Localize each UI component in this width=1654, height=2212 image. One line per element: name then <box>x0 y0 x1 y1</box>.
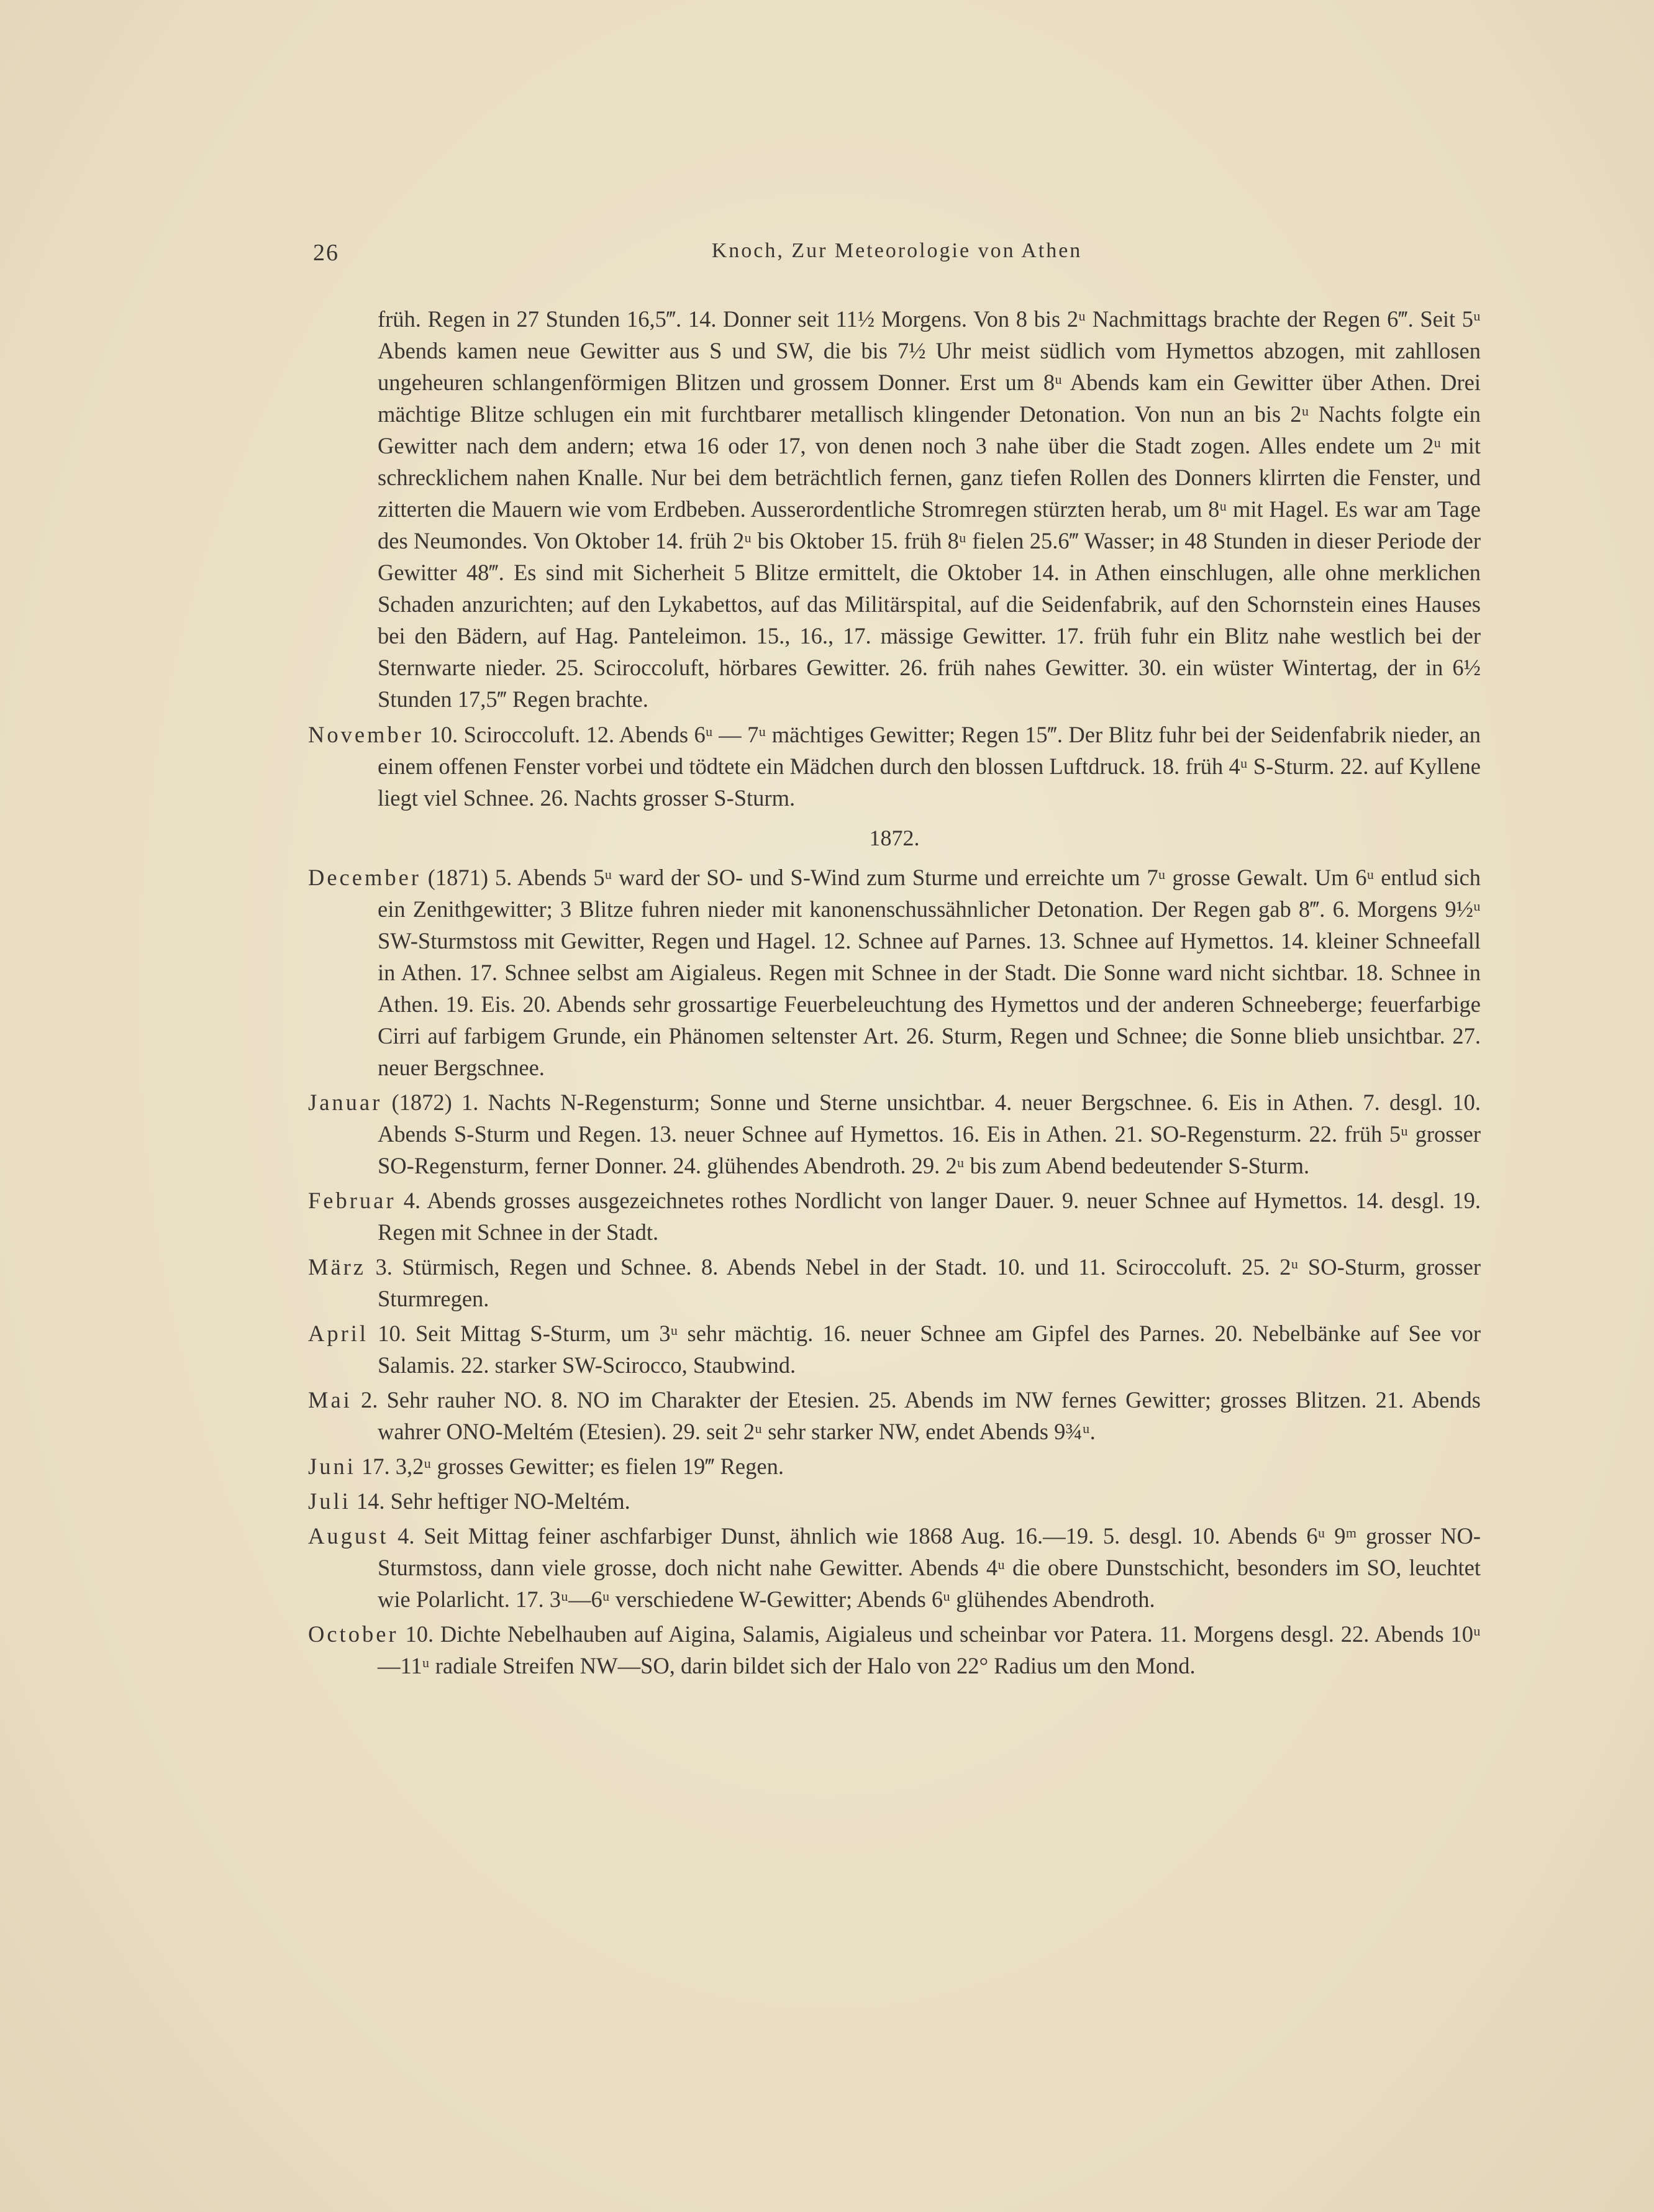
entry-januar <box>308 1086 1481 1181</box>
entry-text: (1872) 1. Nachts N-Regensturm; Sonne und Sterne unsichtbar. 4. neuer Bergschnee. 6. Eis in Athen. 7. desgl. 10. Abends S-Sturm und Regen. 13. neuer Schnee auf Hymettos. 16. Eis in Athen. 21. SO-Regensturm. 22. früh 5ᵘ grosser SO-Regensturm, ferner Donner. 24. glühendes Abendroth. 29. 2ᵘ bis zum Abend bedeutender S-Sturm. <box>378 1090 1481 1178</box>
entry-mai <box>308 1384 1481 1447</box>
entry-text: 4. Seit Mittag feiner aschfarbiger Dunst, ähnlich wie 1868 Aug. 16.—19. 5. desgl. 10. Abends 6ᵘ 9ᵐ grosser NO-Sturmstoss, dann viele grosse, doch nicht nahe Gewitter. Abends 4ᵘ die obere Dunstschicht, besonders im SO, leuchtet wie Polarlicht. 17. 3ᵘ—6ᵘ verschiedene W-Gewitter; Abends 6ᵘ glühendes Abendroth. <box>378 1523 1481 1612</box>
document-body <box>308 303 1481 1685</box>
entry-text: (1871) 5. Abends 5ᵘ ward der SO- und S-Wind zum Sturme und erreichte um 7ᵘ grosse Gewalt. Um 6ᵘ entlud sich ein Zenithgewitter; 3 Blitze fuhren nieder mit kanonenschussähnlicher Detonation. Der Regen gab 8‴. 6. Morgens 9½ᵘ SW-Sturmstoss mit Gewitter, Regen und Hagel. 12. Schnee auf Parnes. 13. Schnee auf Hymettos. 14. kleiner Schneefall in Athen. 17. Schnee selbst am Aigialeus. Regen mit Schnee in der Stadt. Die Sonne ward nicht sichtbar. 18. Schnee in Athen. 19. Eis. 20. Abends sehr grossartige Feuerbeleuchtung des Hymettos und der anderen Schneeberge; feuerfarbige Cirri auf farbigem Grunde, ein Phänomen seltenster Art. 26. Sturm, Regen und Schnee; die Sonne blieb unsichtbar. 27. neuer Bergschnee. <box>378 865 1481 1080</box>
entry-text: 10. Dichte Nebelhauben auf Aigina, Salamis, Aigialeus und scheinbar vor Patera. 11. Morgens desgl. 22. Abends 10ᵘ—11ᵘ radiale Streifen NW—SO, darin bildet sich der Halo von 22° Radius um den Mond. <box>378 1621 1481 1678</box>
month-label: August <box>308 1523 389 1549</box>
entry-november <box>308 719 1481 814</box>
entry-text: 2. Sehr rauher NO. 8. NO im Charakter der Etesien. 25. Abends im NW fernes Gewitter; grosses Blitzen. 21. Abends wahrer ONO-Meltém (Etesien). 29. seit 2ᵘ sehr starker NW, endet Abends 9¾ᵘ. <box>361 1387 1481 1444</box>
entry-juni <box>308 1450 1481 1482</box>
month-label: December <box>308 865 421 890</box>
entry-december <box>308 862 1481 1083</box>
entry-april <box>308 1318 1481 1381</box>
entry-text: 4. Abends grosses ausgezeichnetes rothes Nordlicht von langer Dauer. 9. neuer Schnee auf Hymettos. 14. desgl. 19. Regen mit Schnee in der Stadt. <box>378 1188 1481 1245</box>
entry-juli <box>308 1485 1481 1517</box>
entry-maerz <box>308 1251 1481 1314</box>
month-label: Januar <box>308 1090 383 1115</box>
entry-text: 14. Sehr heftiger NO-Meltém. <box>356 1488 630 1514</box>
page-number: 26 <box>313 240 339 266</box>
page-header <box>313 239 1481 270</box>
entry-text: 10. Seit Mittag S-Sturm, um 3ᵘ sehr mächtig. 16. neuer Schnee am Gipfel des Parnes. 20. Nebelbänke auf See vor Salamis. 22. starker SW-Scirocco, Staubwind. <box>378 1321 1481 1378</box>
month-label: November <box>308 722 424 747</box>
entry-text: 17. 3,2ᵘ grosses Gewitter; es fielen 19‴ Regen. <box>361 1454 784 1479</box>
month-label: Juli <box>308 1488 351 1514</box>
month-label: October <box>308 1621 399 1647</box>
month-label: Februar <box>308 1188 396 1213</box>
entry-text: 10. Sciroccoluft. 12. Abends 6ᵘ — 7ᵘ mächtiges Gewitter; Regen 15‴. Der Blitz fuhr bei der Seidenfabrik nieder, an einem offenen Fenster vorbei und tödtete ein Mädchen durch den blossen Luftdruck. 18. früh 4ᵘ S-Sturm. 22. auf Kyllene liegt viel Schnee. 26. Nachts grosser S-Sturm. <box>378 722 1481 811</box>
month-label: April <box>308 1321 369 1346</box>
continued-paragraph: früh. Regen in 27 Stunden 16,5‴. 14. Donner seit 11½ Morgens. Von 8 bis 2ᵘ Nachmittags brachte der Regen 6‴. Seit 5ᵘ Abends kamen neue Gewitter aus S und SW, die bis 7½ Uhr meist südlich vom Hymettos abzogen, mit zahllosen ungeheuren schlangenförmigen Blitzen und grossem Donner. Erst um 8ᵘ Abends kam ein Gewitter über Athen. Drei mächtige Blitze schlugen ein mit furchtbarer metallisch klingender Detonation. Von nun an bis 2ᵘ Nachts folgte ein Gewitter nach dem andern; etwa 16 oder 17, von denen noch 3 nahe über die Stadt zogen. Alles endete um 2ᵘ mit schrecklichem nahen Knalle. Nur bei dem beträchtlich fernen, ganz tiefen Rollen des Donners klirrten die Fenster, und zitterten die Mauern wie vom Erdbeben. Ausserordentliche Stromregen stürzten herab, um 8ᵘ mit Hagel. Es war am Tage des Neumondes. Von Oktober 14. früh 2ᵘ bis Oktober 15. früh 8ᵘ fielen 25.6‴ Wasser; in 48 Stunden in dieser Periode der Gewitter 48‴. Es sind mit Sicherheit 5 Blitze ermittelt, die Oktober 14. in Athen einschlugen, alle ohne merklichen Schaden anzurichten; auf den Lykabettos, auf das Militärspital, auf die Seidenfabrik, auf den Schornstein eines Hauses bei den Bädern, auf Hag. Panteleimon. 15., 16., 17. mässige Gewitter. 17. früh fuhr ein Blitz nahe westlich bei der Sternwarte nieder. 25. Sciroccoluft, hörbares Gewitter. 26. früh nahes Gewitter. 30. ein wüster Wintertag, der in 6½ Stunden 17,5‴ Regen brachte. <box>378 306 1481 712</box>
month-label: März <box>308 1254 366 1280</box>
month-label: Juni <box>308 1454 356 1479</box>
entry-text: 3. Stürmisch, Regen und Schnee. 8. Abends Nebel in der Stadt. 10. und 11. Sciroccoluft. 25. 2ᵘ SO-Sturm, grosser Sturmregen. <box>375 1254 1481 1311</box>
year-heading: 1872. <box>869 826 920 850</box>
month-label: Mai <box>308 1387 352 1413</box>
entry-februar <box>308 1185 1481 1248</box>
entry-august <box>308 1520 1481 1615</box>
entry-october <box>308 1618 1481 1682</box>
running-head: Knoch, Zur Meteorologie von Athen <box>711 239 1083 262</box>
